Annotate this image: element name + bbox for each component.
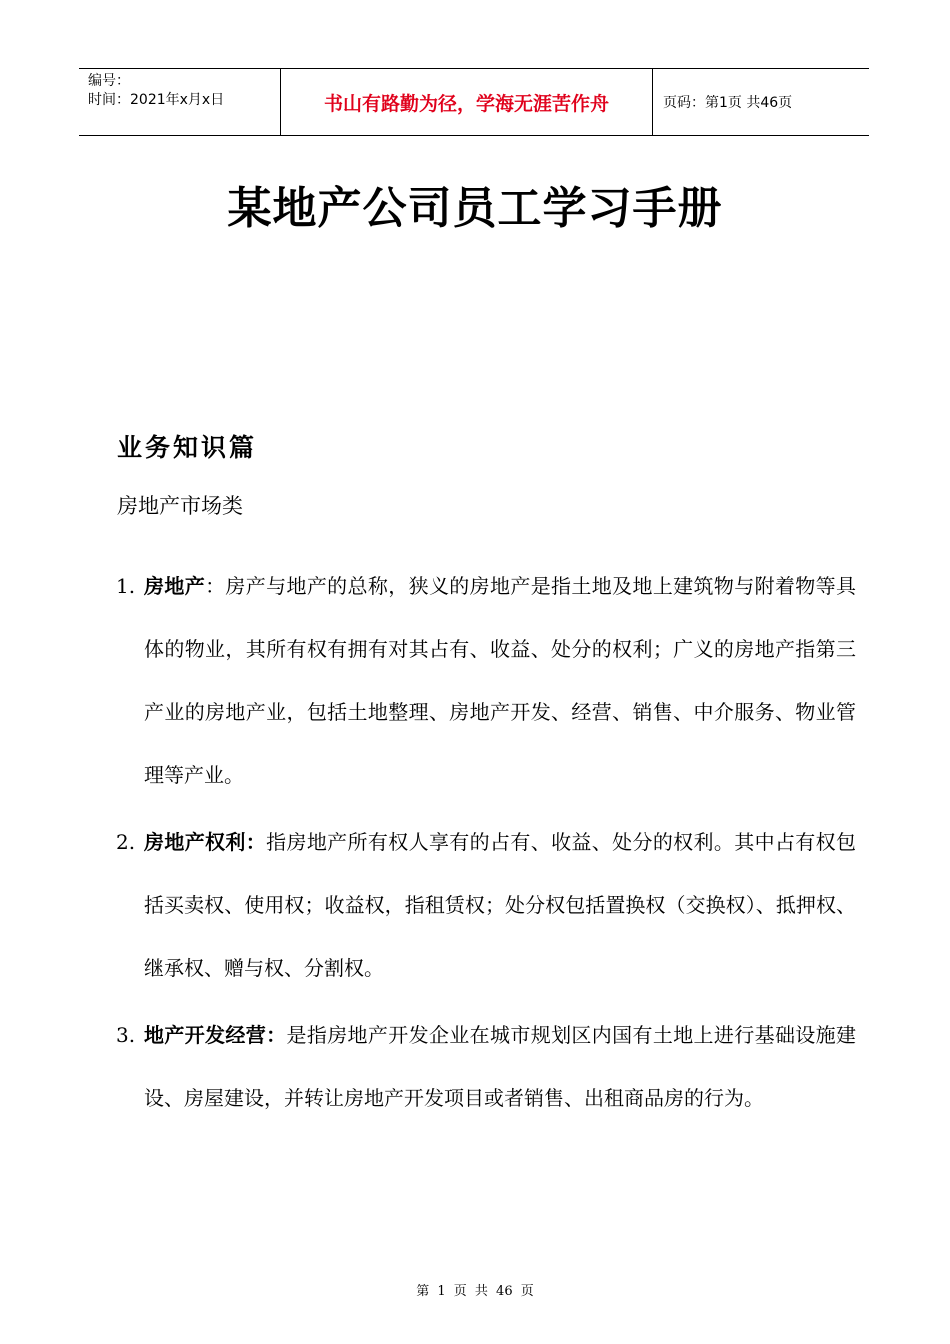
- item-term: 房地产: [144, 574, 206, 598]
- header-motto: 书山有路勤为径，学海无涯苦作舟: [280, 69, 653, 135]
- item-text: 指房地产所有权人享有的占有、收益、处分的权利。其中占有权包括买卖权、使用权；收益权，指租赁权；处分权包括置换权（交换权）、抵押权、继承权、赠与权、分割权。: [144, 830, 857, 980]
- item-text: 是指房地产开发企业在城市规划区内国有土地上进行基础设施建设、房屋建设，并转让房地产开发项目或者销售、出租商品房的行为。: [144, 1023, 857, 1110]
- item-number: 1.: [116, 574, 136, 598]
- item-number: 3.: [116, 1023, 136, 1047]
- item-body: [144, 555, 856, 807]
- item-text: ：房产与地产的总称，狭义的房地产是指土地及地上建筑物与附着物等具体的物业，其所有权有拥有对其占有、收益、处分的权利；广义的房地产指第三产业的房地产业，包括土地整理、房地产开发、经营、销售、中介服务、物业管理等产业。: [144, 574, 857, 787]
- definition-list: [116, 555, 856, 1134]
- time-label: 时间：2021年x月x日: [88, 92, 225, 108]
- item-number: 2.: [116, 830, 136, 854]
- item-term: 地产开发经营：: [144, 1023, 287, 1047]
- document-title: 某地产公司员工学习手册: [227, 183, 723, 234]
- page-header: [79, 68, 869, 136]
- subsection-heading: 房地产市场类: [117, 494, 243, 518]
- list-item: [116, 1004, 856, 1130]
- section-heading: 业务知识篇: [117, 433, 258, 462]
- header-page-info: 页码：第1页 共46页: [663, 95, 793, 111]
- item-body: [144, 1004, 856, 1130]
- item-term: 房地产权利：: [144, 830, 267, 854]
- list-item: [116, 811, 856, 1000]
- page-footer: 第 1 页 共 46 页: [416, 1284, 534, 1299]
- item-body: [144, 811, 856, 1000]
- list-item: [116, 555, 856, 807]
- number-label: 编号：: [88, 73, 130, 89]
- header-meta: [79, 69, 280, 135]
